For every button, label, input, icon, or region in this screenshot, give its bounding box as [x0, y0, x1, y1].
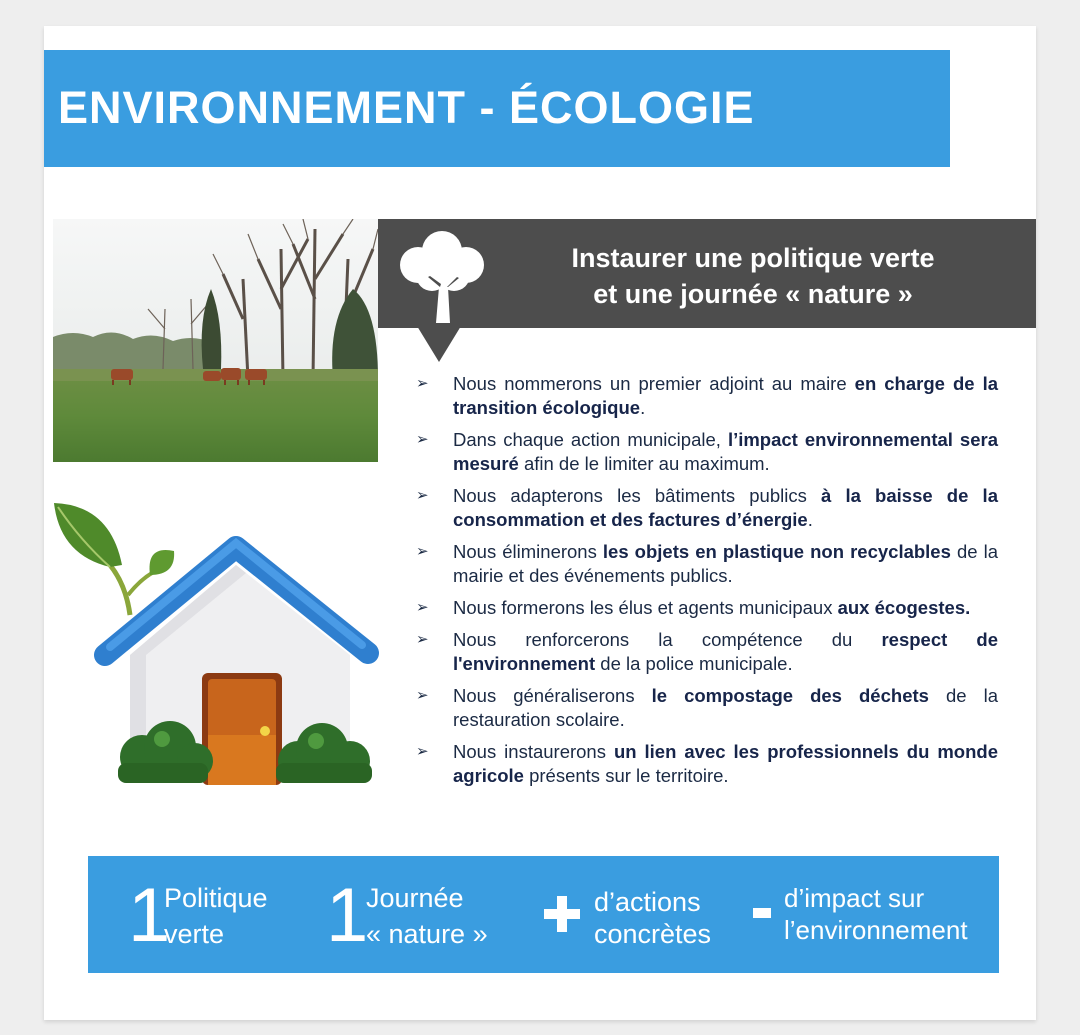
list-item: ➢ Nous adapterons les bâtiments publics à la baisse de la consommation et des factures d’énergie. [416, 485, 998, 530]
pasture-photo-image [53, 219, 378, 462]
stat-4-label-line-1: d’impact sur [784, 883, 925, 913]
arrow-bullet-icon: ➢ [416, 687, 429, 704]
tree-icon [396, 229, 488, 323]
section-title-line-2: et une journée « nature » [593, 279, 913, 309]
list-item: ➢ Dans chaque action municipale, l’impact environnemental sera mesuré afin de le limiter au maximum. [416, 429, 998, 474]
list-item: ➢ Nous nommerons un premier adjoint au maire en charge de la transition écologique. [416, 373, 998, 418]
stat-4-label-line-2: l’environnement [784, 915, 968, 945]
pasture-photo [53, 219, 378, 462]
arrow-bullet-icon: ➢ [416, 487, 429, 504]
stat-2-label-line-1: Journée [366, 883, 464, 913]
stat-1-label-line-2: verte [164, 919, 225, 949]
eco-house-illustration [50, 495, 382, 790]
stat-1-label-line-1: Politique [164, 883, 268, 913]
stat-3-label-line-1: d’actions [594, 887, 701, 917]
arrow-bullet-icon: ➢ [416, 375, 429, 392]
page-title: ENVIRONNEMENT - ÉCOLOGIE [58, 82, 755, 133]
arrow-bullet-icon: ➢ [416, 431, 429, 448]
list-item: ➢ Nous instaurerons un lien avec les professionnels du monde agricole présents sur le territoire. [416, 741, 998, 786]
arrow-bullet-icon: ➢ [416, 743, 429, 760]
list-item: ➢ Nous éliminerons les objets en plastique non recyclables de la mairie et des événements publics. [416, 541, 998, 586]
stat-2-number: 1 [326, 873, 369, 958]
stat-1-number: 1 [128, 873, 171, 958]
list-item: ➢ Nous formerons les élus et agents municipaux aux écogestes. [416, 597, 971, 618]
list-item: ➢ Nous renforcerons la compétence du respect de l'environnement de la police municipale. [416, 629, 998, 674]
section-title [500, 240, 1006, 312]
commitments-list [412, 372, 998, 796]
stat-2-label-line-2: « nature » [366, 919, 488, 949]
banner-pointer [417, 326, 461, 362]
stat-3-label-line-2: concrètes [594, 919, 712, 949]
section-title-line-1: Instaurer une politique verte [571, 243, 935, 273]
list-item: ➢ Nous généraliserons le compostage des déchets de la restauration scolaire. [416, 685, 998, 730]
arrow-bullet-icon: ➢ [416, 599, 429, 616]
arrow-bullet-icon: ➢ [416, 543, 429, 560]
arrow-bullet-icon: ➢ [416, 631, 429, 648]
summary-bar [88, 856, 999, 973]
